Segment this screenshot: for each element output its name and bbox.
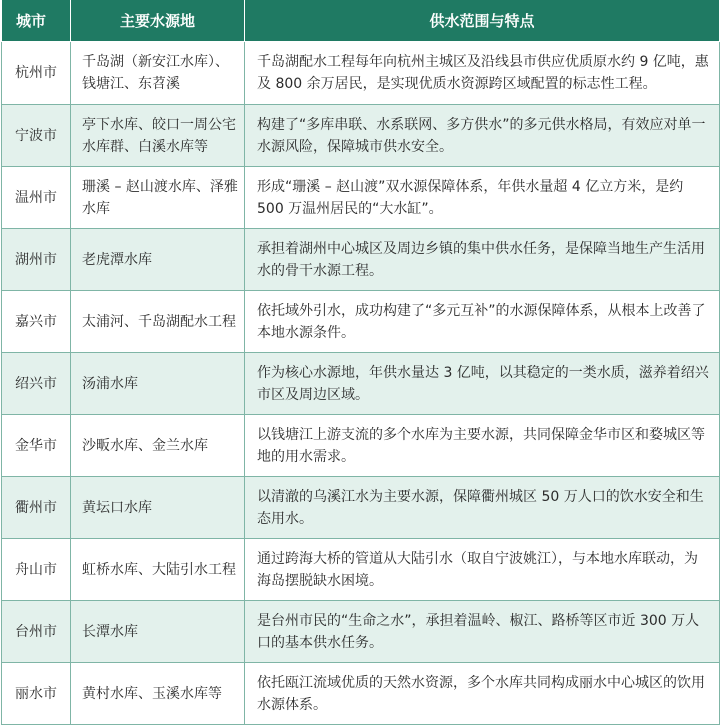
table-row bbox=[2, 663, 720, 725]
table-row bbox=[2, 353, 720, 415]
description-cell: 通过跨海大桥的管道从大陆引水（取自宁波姚江），与本地水库联动，为海岛摆脱缺水困境。 bbox=[245, 539, 720, 601]
city-cell: 湖州市 bbox=[2, 229, 71, 291]
description-cell: 形成“珊溪 – 赵山渡”双水源保障体系，年供水量超 4 亿立方米，是约 500 万温州居民的“大水缸”。 bbox=[245, 167, 720, 229]
description-cell: 作为核心水源地，年供水量达 3 亿吨，以其稳定的一类水质，滋养着绍兴市区及周边区域。 bbox=[245, 353, 720, 415]
table-row bbox=[2, 105, 720, 167]
source-cell: 珊溪 – 赵山渡水库、泽雅水库 bbox=[71, 167, 245, 229]
city-cell: 舟山市 bbox=[2, 539, 71, 601]
city-cell: 金华市 bbox=[2, 415, 71, 477]
description-cell: 以清澈的乌溪江水为主要水源，保障衢州城区 50 万人口的饮水安全和生态用水。 bbox=[245, 477, 720, 539]
source-cell: 沙畈水库、金兰水库 bbox=[71, 415, 245, 477]
source-cell: 虹桥水库、大陆引水工程 bbox=[71, 539, 245, 601]
description-cell: 以钱塘江上游支流的多个水库为主要水源，共同保障金华市区和婺城区等地的用水需求。 bbox=[245, 415, 720, 477]
header-source: 主要水源地 bbox=[71, 0, 245, 42]
table-row bbox=[2, 291, 720, 353]
source-cell: 黄坛口水库 bbox=[71, 477, 245, 539]
description-cell: 构建了“多库串联、水系联网、多方供水”的多元供水格局，有效应对单一水源风险，保障城市供水安全。 bbox=[245, 105, 720, 167]
source-cell: 长潭水库 bbox=[71, 601, 245, 663]
table-row bbox=[2, 229, 720, 291]
description-cell: 千岛湖配水工程每年向杭州主城区及沿线县市供应优质原水约 9 亿吨，惠及 800 余万居民，是实现优质水资源跨区域配置的标志性工程。 bbox=[245, 42, 720, 105]
source-cell: 汤浦水库 bbox=[71, 353, 245, 415]
table-header-row bbox=[2, 0, 720, 42]
source-cell: 太浦河、千岛湖配水工程 bbox=[71, 291, 245, 353]
table-row bbox=[2, 477, 720, 539]
description-cell: 承担着湖州中心城区及周边乡镇的集中供水任务，是保障当地生产生活用水的骨干水源工程。 bbox=[245, 229, 720, 291]
source-cell: 千岛湖（新安江水库）、钱塘江、东苕溪 bbox=[71, 42, 245, 105]
source-cell: 黄村水库、玉溪水库等 bbox=[71, 663, 245, 725]
table-row bbox=[2, 167, 720, 229]
city-cell: 宁波市 bbox=[2, 105, 71, 167]
city-cell: 丽水市 bbox=[2, 663, 71, 725]
source-cell: 老虎潭水库 bbox=[71, 229, 245, 291]
city-cell: 嘉兴市 bbox=[2, 291, 71, 353]
description-cell: 依托域外引水，成功构建了“多元互补”的水源保障体系，从根本上改善了本地水源条件。 bbox=[245, 291, 720, 353]
table-row bbox=[2, 539, 720, 601]
description-cell: 依托瓯江流域优质的天然水资源，多个水库共同构成丽水中心城区的饮用水源体系。 bbox=[245, 663, 720, 725]
table-row bbox=[2, 415, 720, 477]
city-cell: 杭州市 bbox=[2, 42, 71, 105]
city-cell: 衢州市 bbox=[2, 477, 71, 539]
city-cell: 温州市 bbox=[2, 167, 71, 229]
table-row bbox=[2, 601, 720, 663]
header-scope: 供水范围与特点 bbox=[245, 0, 720, 42]
header-city: 城市 bbox=[2, 0, 71, 42]
table-row bbox=[2, 42, 720, 105]
source-cell: 亭下水库、皎口一周公宅水库群、白溪水库等 bbox=[71, 105, 245, 167]
description-cell: 是台州市民的“生命之水”，承担着温岭、椒江、路桥等区市近 300 万人口的基本供水任务。 bbox=[245, 601, 720, 663]
city-cell: 绍兴市 bbox=[2, 353, 71, 415]
water-source-table bbox=[1, 0, 720, 725]
city-cell: 台州市 bbox=[2, 601, 71, 663]
